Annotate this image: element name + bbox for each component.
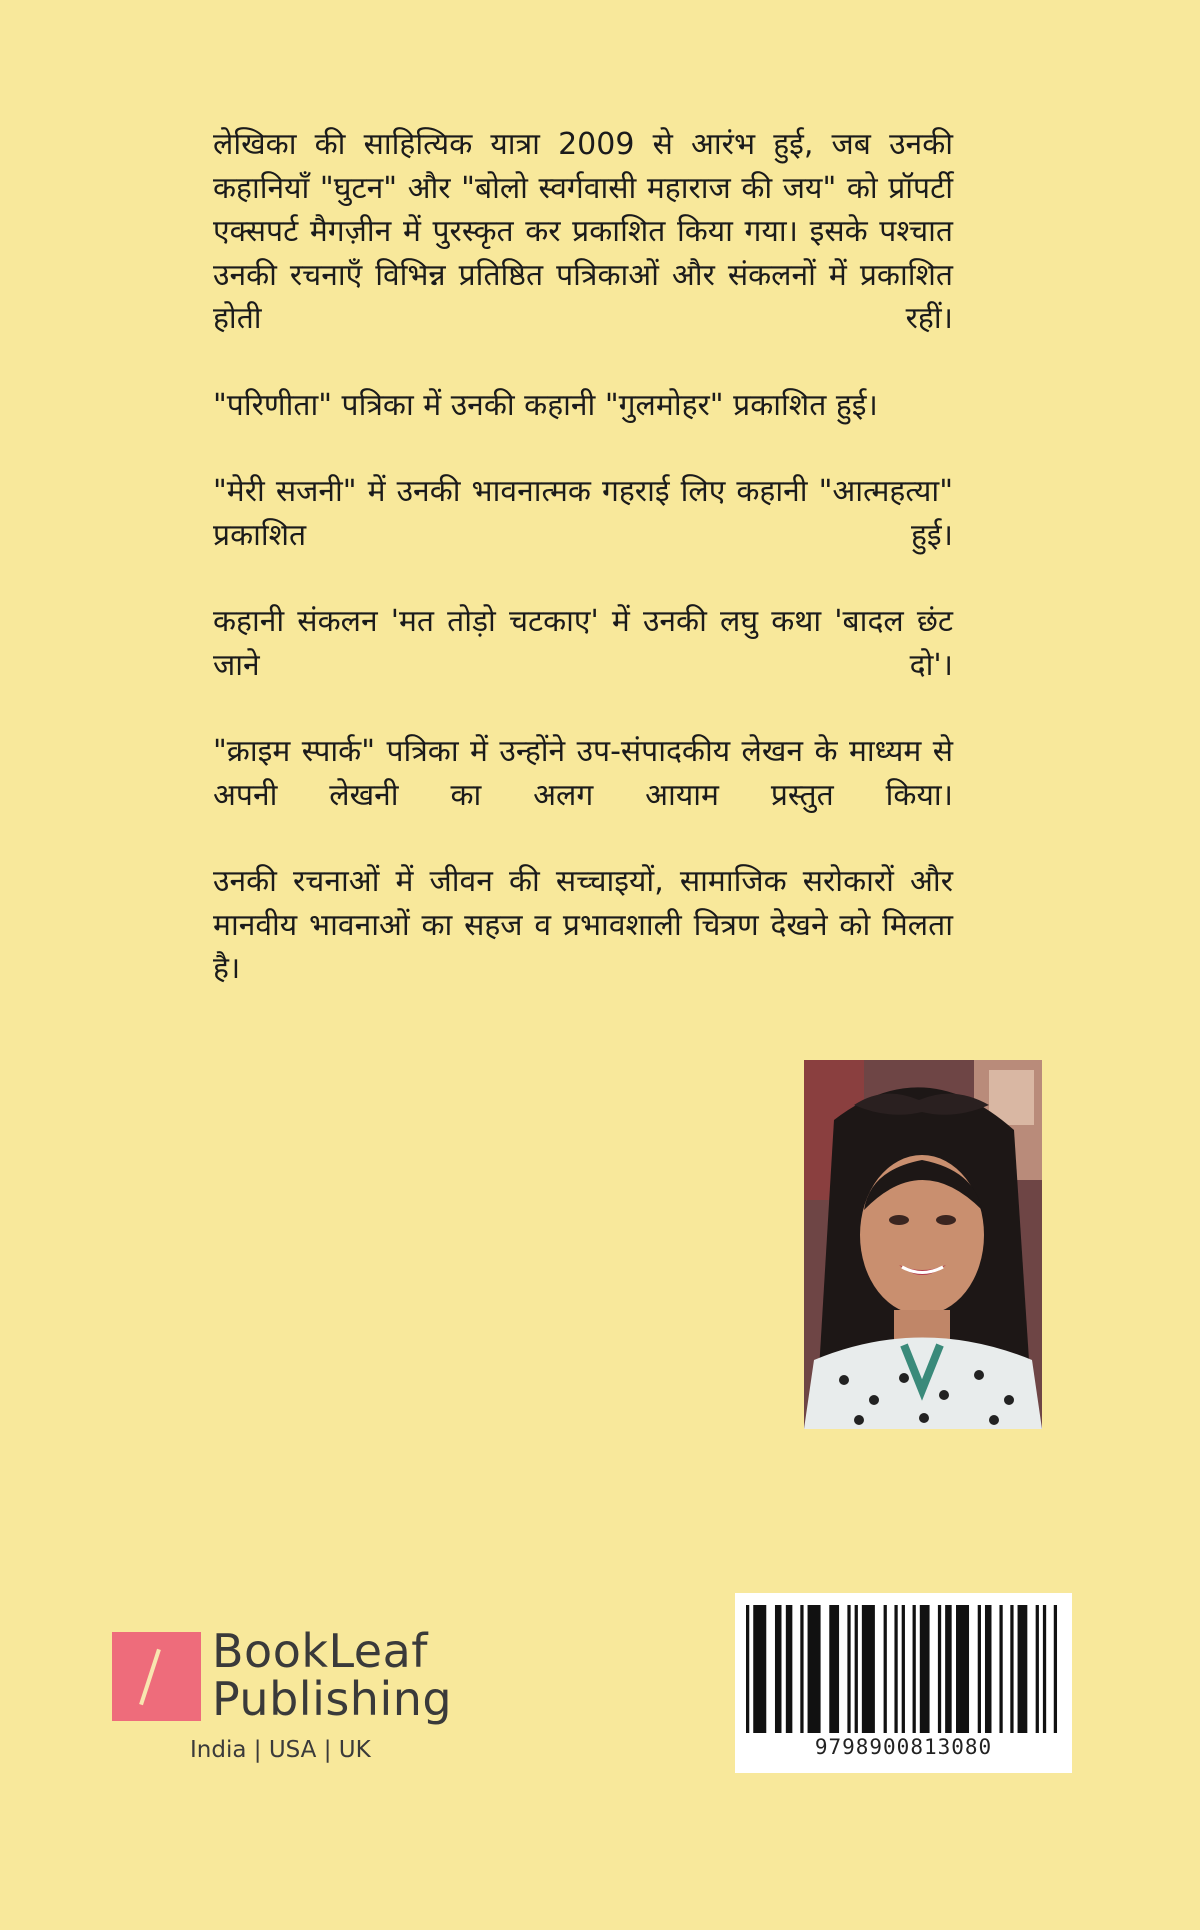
barcode-bar: [985, 1605, 992, 1733]
barcode-bar: [902, 1605, 905, 1733]
slash-icon: [139, 1649, 161, 1705]
barcode-bar: [862, 1605, 875, 1733]
barcode-bar: [920, 1605, 930, 1733]
barcode-bar: [855, 1605, 858, 1733]
barcode-bar: [945, 1605, 952, 1733]
barcode-bar: [884, 1605, 887, 1733]
bio-paragraph-2: "परिणीता" पत्रिका में उनकी कहानी "गुलमोहर" प्रकाशित हुई।: [213, 387, 878, 423]
barcode-bar: [746, 1605, 749, 1733]
author-bio: [213, 123, 953, 1034]
bio-paragraph-5: "क्राइम स्पार्क" पत्रिका में उन्होंने उप-संपादकीय लेखन के माध्यम से अपनी लेखनी का अलग आयाम प्रस्तुत किया।: [213, 734, 953, 813]
barcode-bar: [1036, 1605, 1039, 1733]
barcode-bar: [894, 1605, 897, 1733]
publisher-regions: India | USA | UK: [190, 1737, 371, 1763]
author-photo: [804, 1060, 1042, 1429]
barcode-bar: [775, 1605, 782, 1733]
publisher-name-line2: Publishing: [212, 1672, 453, 1726]
barcode-bar: [753, 1605, 766, 1733]
barcode-bar: [999, 1605, 1002, 1733]
barcode-bar: [1018, 1605, 1028, 1733]
barcode-bar: [847, 1605, 850, 1733]
bio-paragraph-3: "मेरी सजनी" में उनकी भावनात्मक गहराई लिए कहानी "आत्महत्या" प्रकाशित हुई।: [213, 474, 953, 553]
barcode-bar: [1010, 1605, 1013, 1733]
barcode: [735, 1593, 1072, 1773]
barcode-bar: [956, 1605, 969, 1733]
barcode-bar: [829, 1605, 839, 1733]
bio-paragraph-6: उनकी रचनाओं में जीवन की सच्चाइयों, सामाजिक सरोकारों और मानवीय भावनाओं का सहज व प्रभावशाली चित्रण देखने को मिलता है।: [213, 864, 953, 986]
logo-mark: [112, 1632, 201, 1721]
isbn-number: 9798900813080: [814, 1735, 993, 1759]
barcode-bar: [786, 1605, 793, 1733]
barcode-bar: [1043, 1605, 1046, 1733]
publisher-name-line1: BookLeaf: [212, 1624, 428, 1678]
barcode-bar: [978, 1605, 981, 1733]
barcode-bar: [1054, 1605, 1057, 1733]
barcode-bar: [808, 1605, 821, 1733]
barcode-bar: [913, 1605, 916, 1733]
bio-paragraph-4: कहानी संकलन 'मत तोड़ो चटकाए' में उनकी लघु कथा 'बादल छंट जाने दो'।: [213, 604, 953, 683]
bio-paragraph-1: लेखिका की साहित्यिक यात्रा 2009 से आरंभ हुई, जब उनकी कहानियाँ "घुटन" और "बोलो स्वर्गवासी महाराज की जय" को प्रॉपर्टी एक्सपर्ट मैगज़ीन में पुरस्कृत कर प्रकाशित किया गया। इसके पश्चात उनकी रचनाएँ विभिन्न प्रतिष्ठित पत्रिकाओं और संकलनों में प्रकाशित होती रहीं।: [213, 127, 953, 336]
barcode-bars: [746, 1605, 1061, 1733]
barcode-bar: [800, 1605, 803, 1733]
barcode-bar: [938, 1605, 941, 1733]
